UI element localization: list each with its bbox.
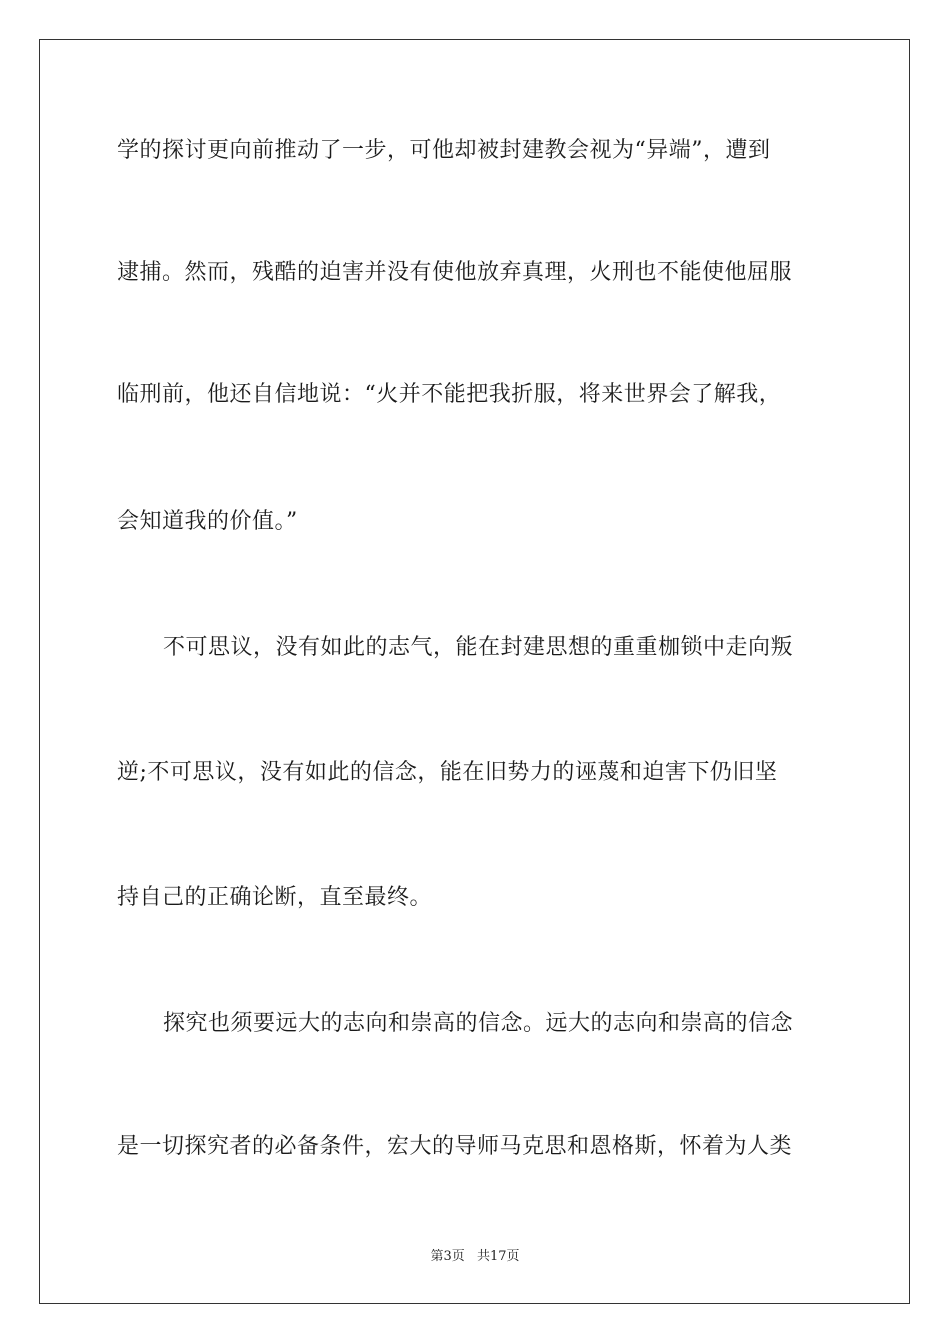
text-line: 逮捕。然而，残酷的迫害并没有使他放弃真理，火刑也不能使他屈服 (117, 260, 793, 285)
text-line: 持自己的正确论断，直至最终。 (117, 885, 433, 910)
page-frame (39, 39, 910, 1304)
text-line: 是一切探究者的必备条件，宏大的导师马克思和恩格斯，怀着为人类 (117, 1134, 793, 1159)
text-line: 临刑前，他还自信地说：“火并不能把我折服，将来世界会了解我， (117, 382, 782, 407)
text-line: 不可思议，没有如此的志气，能在封建思想的重重枷锁中走向叛 (163, 635, 794, 660)
text-line: 会知道我的价值。” (117, 509, 298, 534)
page-footer (0, 1248, 950, 1266)
text-line: 学的探讨更向前推动了一步，可他却被封建教会视为“异端”，遭到 (117, 138, 771, 163)
page-number: 第3页 (430, 1249, 465, 1264)
page-total: 共17页 (476, 1249, 520, 1264)
text-line: 探究也须要远大的志向和崇高的信念。远大的志向和崇高的信念 (163, 1011, 794, 1036)
text-line: 逆;不可思议，没有如此的信念，能在旧势力的诬蔑和迫害下仍旧坚 (117, 760, 778, 785)
